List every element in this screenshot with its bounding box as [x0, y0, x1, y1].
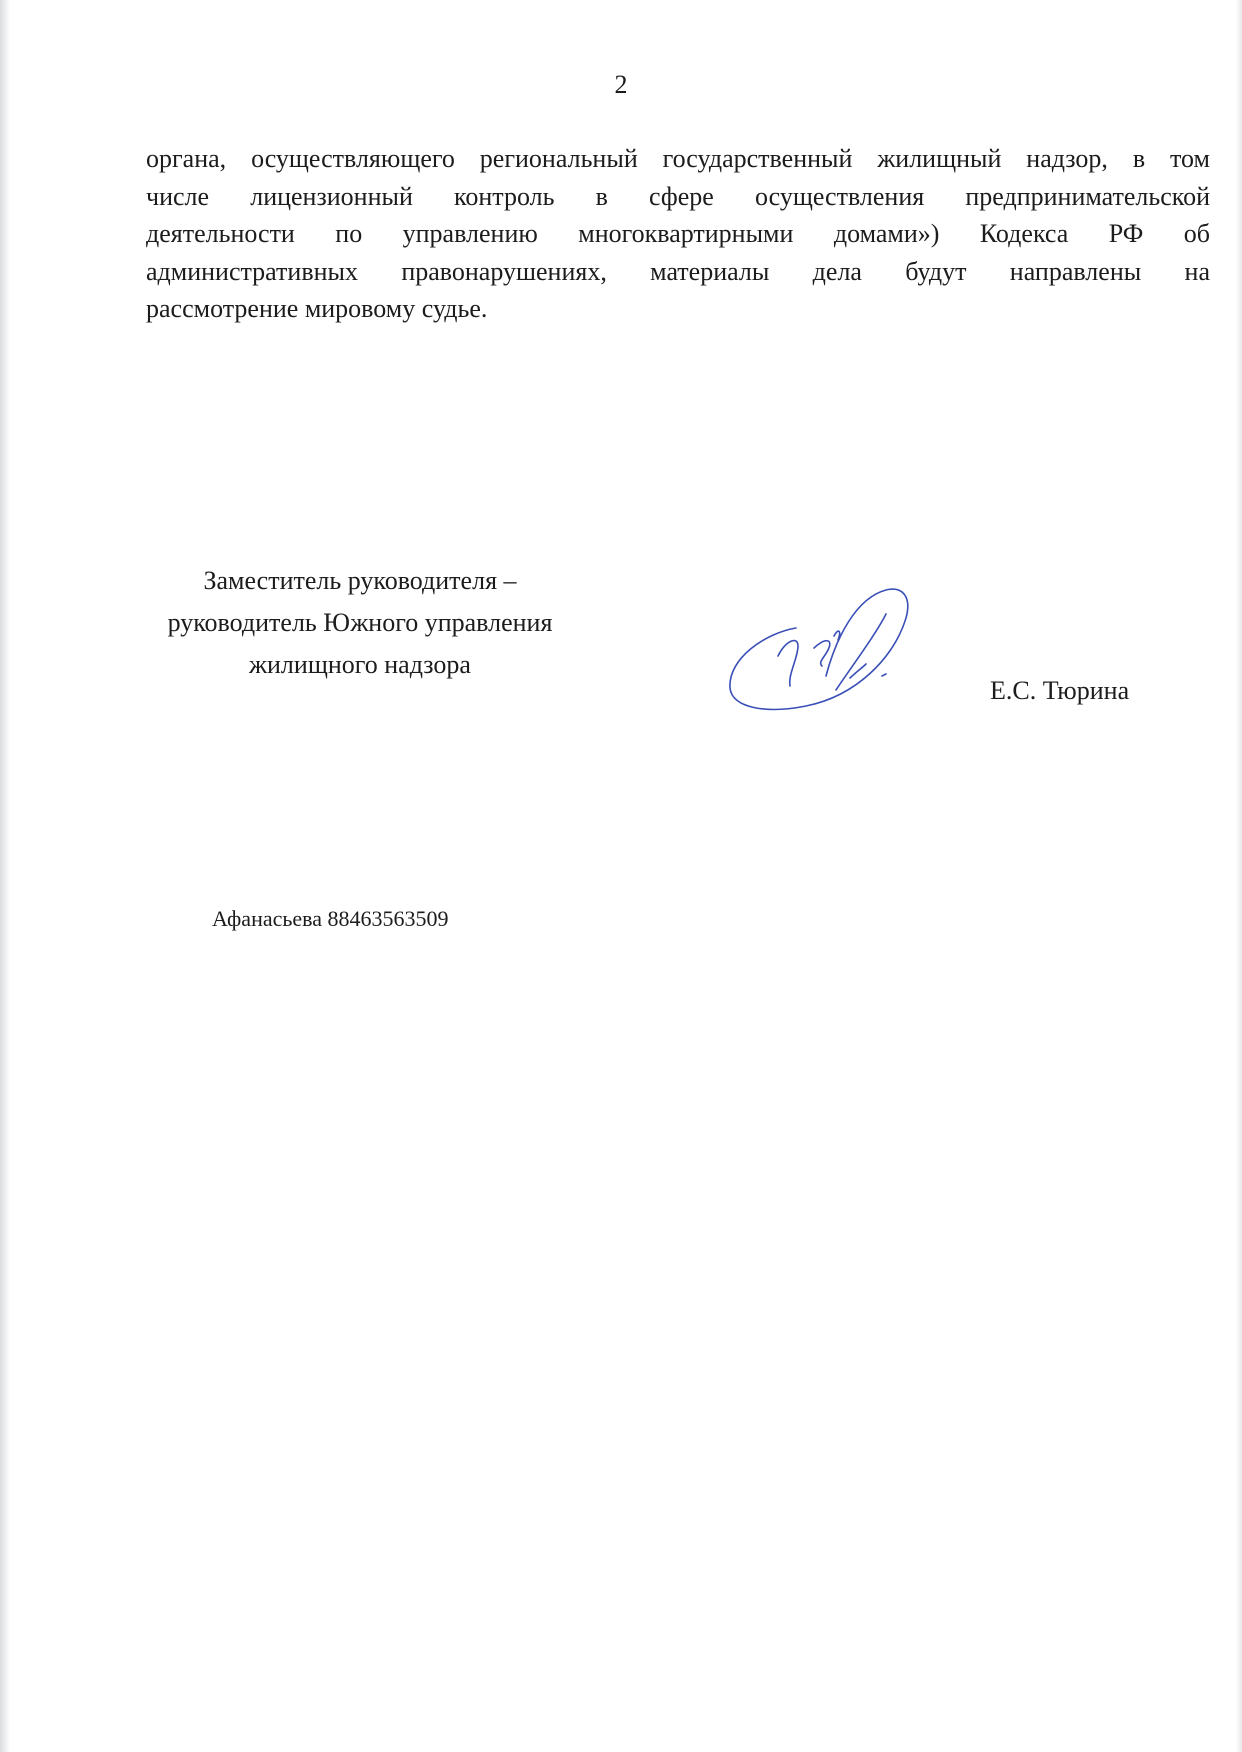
- body-line: административных правонарушениях, материалы дела будут направлены на: [146, 256, 1210, 286]
- page-number: 2: [614, 70, 628, 99]
- body-line: числе лицензионный контроль в сфере осуществления предпринимательской: [146, 181, 1210, 211]
- scan-edge-right: [1236, 0, 1242, 1752]
- handwritten-signature: [726, 578, 926, 718]
- signer-position: [150, 560, 570, 686]
- signer-position-line: жилищного надзора: [249, 650, 471, 679]
- signer-position-line: Заместитель руководителя –: [203, 566, 517, 595]
- body-line: органа, осуществляющего региональный государственный жилищный надзор, в том: [146, 144, 1210, 173]
- executor-contact: Афанасьева 88463563509: [212, 906, 449, 931]
- scan-edge-left: [0, 0, 10, 1752]
- body-line: деятельности по управлению многоквартирными домами») Кодекса РФ об: [146, 219, 1210, 248]
- signer-position-line: руководитель Южного управления: [167, 608, 553, 637]
- signer-name: Е.С. Тюрина: [990, 676, 1130, 705]
- body-paragraph: [146, 140, 1210, 328]
- body-line: рассмотрение мировому судье.: [146, 294, 488, 323]
